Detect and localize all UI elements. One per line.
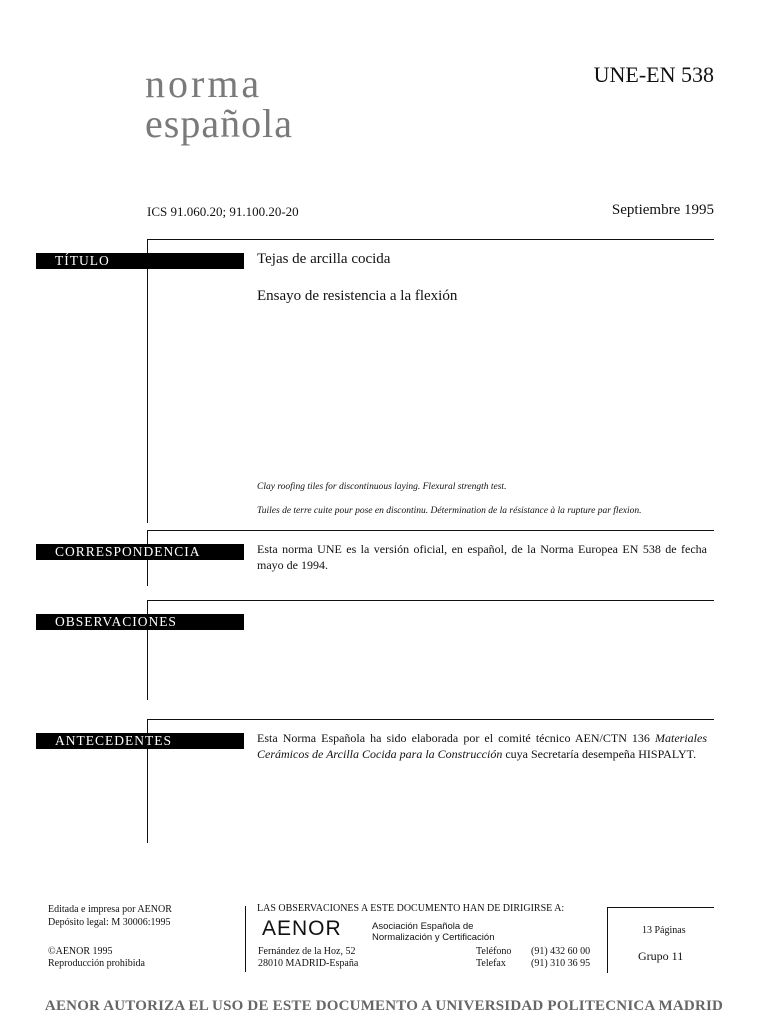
section-label-observaciones: OBSERVACIONES [36, 614, 244, 630]
footer-address-line1: Fernández de la Hoz, 52 [258, 946, 356, 957]
footer-pages: 13 Páginas [642, 925, 686, 936]
divider-titulo [147, 239, 714, 240]
divider-antecedentes [147, 719, 714, 720]
ics-code: ICS 91.060.20; 91.100.20-20 [147, 204, 299, 219]
divider-correspondencia [147, 530, 714, 531]
footer-deposit: Depósito legal: M 30006:1995 [48, 917, 171, 928]
aenor-logo: AENOR [262, 917, 342, 940]
publication-date: Septiembre 1995 [611, 202, 714, 218]
footer-address-line2: 28010 MADRID-España [258, 958, 359, 969]
antecedentes-text-part2: cuya Secretaría desempeña HISPALYT. [502, 746, 697, 761]
title-fr: Tuiles de terre cuite pour pose en discontinu. Détermination de la résistance à la rupture par flexion. [257, 506, 642, 516]
title-es: Tejas de arcilla cocida [257, 251, 391, 267]
footer-phone-label: Teléfono [476, 946, 512, 957]
subtitle-es: Ensayo de resistencia a la flexión [257, 288, 458, 304]
antecedentes-committee-name: Materiales Cerámicos de Arcilla Cocida para la Construcción [257, 731, 707, 761]
antecedentes-text-part1: Esta Norma Española ha sido elaborada por el comité técnico AEN/CTN 136 [257, 731, 655, 745]
antecedentes-text [257, 731, 707, 762]
license-banner: AENOR AUTORIZA EL USO DE ESTE DOCUMENTO A UNIVERSIDAD POLITECNICA MADRID [44, 998, 724, 1014]
footer-phone: (91) 432 60 00 [531, 946, 591, 957]
footer-rule-right [607, 907, 608, 973]
footer-pages-top-rule [607, 907, 714, 908]
section-label-titulo: TÍTULO [36, 253, 244, 269]
footer-fax: (91) 310 36 95 [531, 958, 591, 969]
brand-norma: norma [145, 61, 263, 106]
correspondencia-text: Esta norma UNE es la versión oficial, en español, de la Norma Europea EN 538 de fecha mayo de 1994. [257, 542, 707, 572]
footer-observations-heading: LAS OBSERVACIONES A ESTE DOCUMENTO HAN DE DIRIGIRSE A: [257, 903, 565, 914]
footer-group: Grupo 11 [638, 949, 684, 963]
aenor-name-line2: Normalización y Certificación [372, 932, 495, 943]
footer-edited: Editada e impresa por AENOR [48, 904, 172, 915]
aenor-full-name [372, 921, 494, 943]
divider-observaciones [147, 600, 714, 601]
title-en: Clay roofing tiles for discontinuous laying. Flexural strength test. [257, 482, 507, 492]
standard-code: UNE-EN 538 [593, 62, 714, 87]
footer-fax-label: Telefax [476, 958, 506, 969]
footer-reproduction: Reproducción prohibida [48, 958, 145, 969]
section-label-correspondencia: CORRESPONDENCIA [36, 544, 244, 560]
footer-rule-left [245, 906, 246, 972]
vertical-rule-titulo [147, 239, 148, 523]
aenor-name-line1: Asociación Española de [372, 921, 474, 932]
brand-espanola: española [145, 101, 293, 146]
section-label-antecedentes: ANTECEDENTES [36, 733, 244, 749]
footer-copyright: ©AENOR 1995 [48, 946, 113, 957]
